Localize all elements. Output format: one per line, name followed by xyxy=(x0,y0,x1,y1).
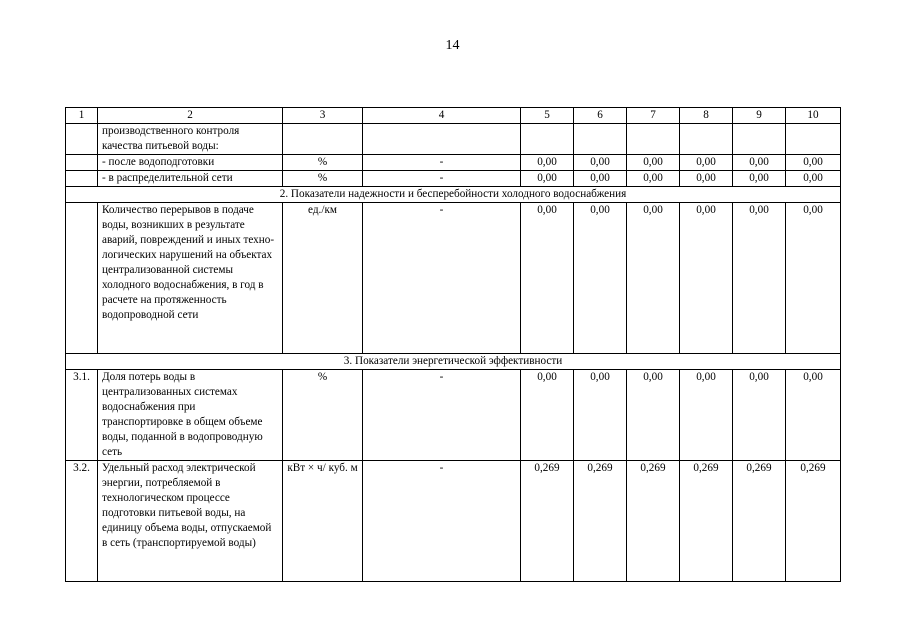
col4-cell: - xyxy=(363,461,521,582)
value-cell: 0,00 xyxy=(521,370,574,461)
header-cell: 1 xyxy=(66,108,98,124)
value-cell: 0,00 xyxy=(627,203,680,354)
value-cell: 0,00 xyxy=(733,171,786,187)
unit-cell: % xyxy=(283,171,363,187)
row-number: 3.2. xyxy=(66,461,98,582)
section-title: 3. Показатели энергетической эффективности xyxy=(66,354,841,370)
value-cell: 0,00 xyxy=(574,155,627,171)
value-cell: 0,00 xyxy=(786,203,841,354)
value-cell: 0,269 xyxy=(521,461,574,582)
row-label: Количество перерывов в подаче воды, возникших в результате аварий, повреждений и иных техно-логических нарушений на объектах централизованной системы холодного водоснабжения, в год в расчете на протяженность водопроводной сети xyxy=(98,203,283,354)
value-cell: 0,00 xyxy=(574,203,627,354)
unit-cell: кВт × ч/ куб. м xyxy=(283,461,363,582)
header-cell: 5 xyxy=(521,108,574,124)
value-cell: 0,00 xyxy=(680,203,733,354)
col4-cell: - xyxy=(363,171,521,187)
value-cell: 0,269 xyxy=(680,461,733,582)
page-number: 14 xyxy=(445,38,460,53)
table-row xyxy=(66,203,841,354)
value-cell: 0,00 xyxy=(521,203,574,354)
value-cell: 0,269 xyxy=(733,461,786,582)
header-cell: 7 xyxy=(627,108,680,124)
col4-cell: - xyxy=(363,203,521,354)
value-cell: 0,00 xyxy=(521,171,574,187)
section-title-row xyxy=(66,354,841,370)
row-label: производственного контроля качества питьевой воды: xyxy=(98,124,283,155)
header-row xyxy=(66,108,841,124)
table-row xyxy=(66,124,841,155)
unit-cell: ед./км xyxy=(283,203,363,354)
header-cell: 8 xyxy=(680,108,733,124)
value-cell: 0,00 xyxy=(574,171,627,187)
value-cell: 0,00 xyxy=(680,370,733,461)
header-cell: 10 xyxy=(786,108,841,124)
value-cell: 0,00 xyxy=(521,155,574,171)
value-cell: 0,00 xyxy=(627,171,680,187)
header-cell: 4 xyxy=(363,108,521,124)
unit-cell: % xyxy=(283,370,363,461)
value-cell: 0,00 xyxy=(786,370,841,461)
value-cell: 0,00 xyxy=(786,171,841,187)
value-cell: 0,00 xyxy=(733,203,786,354)
value-cell: 0,00 xyxy=(574,370,627,461)
value-cell: 0,00 xyxy=(627,370,680,461)
value-cell: 0,269 xyxy=(627,461,680,582)
table-row xyxy=(66,171,841,187)
row-number: 3.1. xyxy=(66,370,98,461)
value-cell: 0,00 xyxy=(733,370,786,461)
value-cell: 0,00 xyxy=(733,155,786,171)
row-label: - в распределительной сети xyxy=(98,171,283,187)
value-cell: 0,00 xyxy=(680,171,733,187)
header-cell: 2 xyxy=(98,108,283,124)
header-cell: 9 xyxy=(733,108,786,124)
unit-cell: % xyxy=(283,155,363,171)
row-label: Доля потерь воды в централизованных системах водоснабжения при транспортировке в общем объеме воды, поданной в водопроводную сеть xyxy=(98,370,283,461)
value-cell: 0,269 xyxy=(786,461,841,582)
section-title: 2. Показатели надежности и бесперебойности холодного водоснабжения xyxy=(66,187,841,203)
section-title-row xyxy=(66,187,841,203)
col4-cell: - xyxy=(363,370,521,461)
table-row xyxy=(66,370,841,461)
indicators-table xyxy=(65,107,841,582)
header-cell: 3 xyxy=(283,108,363,124)
table-row xyxy=(66,461,841,582)
value-cell: 0,00 xyxy=(627,155,680,171)
value-cell: 0,269 xyxy=(574,461,627,582)
header-cell: 6 xyxy=(574,108,627,124)
value-cell: 0,00 xyxy=(680,155,733,171)
value-cell: 0,00 xyxy=(786,155,841,171)
col4-cell: - xyxy=(363,155,521,171)
row-label: Удельный расход электрической энергии, потребляемой в технологическом процессе подготовки питьевой воды, на единицу объема воды, отпускаемой в сеть (транспортируемой воды) xyxy=(98,461,283,582)
table-row xyxy=(66,155,841,171)
row-label: - после водоподготовки xyxy=(98,155,283,171)
